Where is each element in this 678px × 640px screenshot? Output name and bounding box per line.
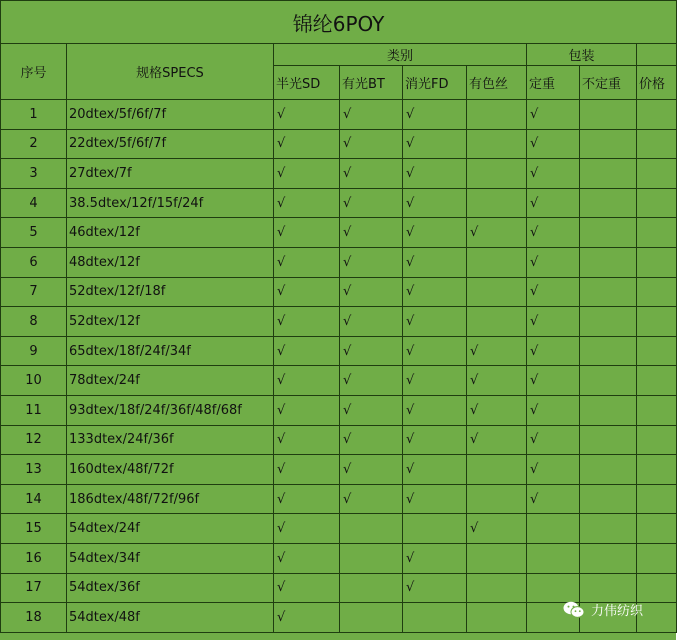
row-non-fixed-weight — [580, 425, 637, 455]
row-full-dull: √ — [403, 307, 467, 337]
row-number: 13 — [1, 455, 67, 485]
row-full-dull: √ — [403, 366, 467, 396]
table-row — [1, 366, 677, 396]
row-number: 16 — [1, 543, 67, 573]
row-fixed-weight — [527, 573, 580, 603]
row-fixed-weight: √ — [527, 455, 580, 485]
row-spec: 54dtex/36f — [67, 573, 274, 603]
row-bright: √ — [340, 425, 403, 455]
wechat-icon — [563, 601, 585, 619]
row-bright — [340, 603, 403, 633]
row-number: 18 — [1, 603, 67, 633]
row-full-dull: √ — [403, 247, 467, 277]
header-bright: 有光BT — [340, 66, 403, 100]
row-dope-dyed — [467, 129, 527, 159]
row-bright: √ — [340, 336, 403, 366]
table-row — [1, 159, 677, 189]
row-full-dull: √ — [403, 159, 467, 189]
row-full-dull: √ — [403, 573, 467, 603]
table-row — [1, 573, 677, 603]
row-full-dull: √ — [403, 455, 467, 485]
row-spec: 20dtex/5f/6f/7f — [67, 100, 274, 130]
row-non-fixed-weight — [580, 336, 637, 366]
row-number: 8 — [1, 307, 67, 337]
row-dope-dyed: √ — [467, 366, 527, 396]
row-spec: 54dtex/24f — [67, 514, 274, 544]
table-row — [1, 395, 677, 425]
row-dope-dyed: √ — [467, 218, 527, 248]
row-fixed-weight: √ — [527, 336, 580, 366]
row-semi-dull: √ — [274, 247, 340, 277]
row-semi-dull: √ — [274, 573, 340, 603]
row-dope-dyed — [467, 455, 527, 485]
header-no: 序号 — [1, 44, 67, 100]
row-full-dull: √ — [403, 100, 467, 130]
row-bright: √ — [340, 307, 403, 337]
row-spec: 133dtex/24f/36f — [67, 425, 274, 455]
row-non-fixed-weight — [580, 484, 637, 514]
row-dope-dyed — [467, 543, 527, 573]
row-fixed-weight: √ — [527, 277, 580, 307]
row-semi-dull: √ — [274, 543, 340, 573]
row-semi-dull: √ — [274, 336, 340, 366]
row-non-fixed-weight — [580, 247, 637, 277]
row-spec: 52dtex/12f/18f — [67, 277, 274, 307]
row-dope-dyed: √ — [467, 336, 527, 366]
row-number: 12 — [1, 425, 67, 455]
row-non-fixed-weight — [580, 218, 637, 248]
header-fixed-weight: 定重 — [527, 66, 580, 100]
row-semi-dull: √ — [274, 277, 340, 307]
header-semi-dull: 半光SD — [274, 66, 340, 100]
row-dope-dyed — [467, 159, 527, 189]
row-dope-dyed — [467, 307, 527, 337]
table-row — [1, 247, 677, 277]
row-number: 15 — [1, 514, 67, 544]
row-fixed-weight — [527, 543, 580, 573]
row-price — [637, 218, 677, 248]
row-spec: 48dtex/12f — [67, 247, 274, 277]
row-price — [637, 573, 677, 603]
row-spec: 22dtex/5f/6f/7f — [67, 129, 274, 159]
row-price — [637, 159, 677, 189]
row-semi-dull: √ — [274, 218, 340, 248]
row-bright: √ — [340, 129, 403, 159]
row-price — [637, 188, 677, 218]
row-price — [637, 425, 677, 455]
row-semi-dull: √ — [274, 366, 340, 396]
row-full-dull — [403, 603, 467, 633]
row-price — [637, 514, 677, 544]
row-non-fixed-weight — [580, 573, 637, 603]
row-dope-dyed — [467, 100, 527, 130]
row-non-fixed-weight — [580, 395, 637, 425]
row-bright: √ — [340, 188, 403, 218]
row-full-dull: √ — [403, 336, 467, 366]
header-dope-dyed: 有色丝 — [467, 66, 527, 100]
row-semi-dull: √ — [274, 514, 340, 544]
header-spec: 规格SPECS — [67, 44, 274, 100]
row-fixed-weight: √ — [527, 484, 580, 514]
row-full-dull: √ — [403, 188, 467, 218]
row-semi-dull: √ — [274, 425, 340, 455]
row-full-dull: √ — [403, 218, 467, 248]
table-row — [1, 425, 677, 455]
row-number: 6 — [1, 247, 67, 277]
row-bright: √ — [340, 366, 403, 396]
row-non-fixed-weight — [580, 100, 637, 130]
row-bright: √ — [340, 277, 403, 307]
row-full-dull: √ — [403, 543, 467, 573]
row-spec: 46dtex/12f — [67, 218, 274, 248]
table-row — [1, 129, 677, 159]
row-price — [637, 395, 677, 425]
row-price — [637, 336, 677, 366]
row-fixed-weight: √ — [527, 218, 580, 248]
row-full-dull: √ — [403, 484, 467, 514]
row-non-fixed-weight — [580, 543, 637, 573]
row-non-fixed-weight — [580, 366, 637, 396]
row-bright: √ — [340, 247, 403, 277]
row-price — [637, 484, 677, 514]
row-semi-dull: √ — [274, 159, 340, 189]
table-row — [1, 484, 677, 514]
row-full-dull: √ — [403, 129, 467, 159]
row-bright: √ — [340, 159, 403, 189]
row-fixed-weight: √ — [527, 247, 580, 277]
row-dope-dyed: √ — [467, 395, 527, 425]
header-price: 价格 — [637, 66, 677, 100]
row-semi-dull: √ — [274, 129, 340, 159]
row-spec: 27dtex/7f — [67, 159, 274, 189]
header-category: 类别 — [274, 44, 527, 66]
row-spec: 93dtex/18f/24f/36f/48f/68f — [67, 395, 274, 425]
row-fixed-weight: √ — [527, 129, 580, 159]
row-spec: 78dtex/24f — [67, 366, 274, 396]
row-bright — [340, 543, 403, 573]
header-non-fixed-weight: 不定重 — [580, 66, 637, 100]
row-bright: √ — [340, 484, 403, 514]
row-spec: 54dtex/48f — [67, 603, 274, 633]
row-non-fixed-weight — [580, 277, 637, 307]
table-row — [1, 336, 677, 366]
row-full-dull: √ — [403, 277, 467, 307]
row-full-dull — [403, 514, 467, 544]
row-price — [637, 100, 677, 130]
row-bright: √ — [340, 395, 403, 425]
row-number: 9 — [1, 336, 67, 366]
row-fixed-weight: √ — [527, 307, 580, 337]
row-non-fixed-weight — [580, 307, 637, 337]
row-number: 7 — [1, 277, 67, 307]
row-price — [637, 543, 677, 573]
table-row — [1, 218, 677, 248]
row-bright: √ — [340, 455, 403, 485]
row-spec: 54dtex/34f — [67, 543, 274, 573]
row-price — [637, 455, 677, 485]
row-fixed-weight: √ — [527, 366, 580, 396]
row-full-dull: √ — [403, 425, 467, 455]
table-row — [1, 277, 677, 307]
row-price — [637, 247, 677, 277]
table-row — [1, 455, 677, 485]
row-price — [637, 129, 677, 159]
row-number: 2 — [1, 129, 67, 159]
table-row — [1, 307, 677, 337]
row-number: 1 — [1, 100, 67, 130]
row-fixed-weight: √ — [527, 188, 580, 218]
row-spec: 38.5dtex/12f/15f/24f — [67, 188, 274, 218]
row-spec: 65dtex/18f/24f/34f — [67, 336, 274, 366]
row-number: 10 — [1, 366, 67, 396]
row-semi-dull: √ — [274, 188, 340, 218]
row-non-fixed-weight — [580, 514, 637, 544]
row-number: 17 — [1, 573, 67, 603]
row-dope-dyed: √ — [467, 425, 527, 455]
row-price — [637, 366, 677, 396]
watermark — [563, 600, 643, 619]
row-fixed-weight: √ — [527, 159, 580, 189]
row-spec: 186dtex/48f/72f/96f — [67, 484, 274, 514]
row-semi-dull: √ — [274, 603, 340, 633]
row-bright — [340, 573, 403, 603]
row-bright: √ — [340, 100, 403, 130]
row-fixed-weight: √ — [527, 425, 580, 455]
row-semi-dull: √ — [274, 307, 340, 337]
row-dope-dyed — [467, 247, 527, 277]
row-dope-dyed — [467, 573, 527, 603]
row-number: 4 — [1, 188, 67, 218]
table-row — [1, 543, 677, 573]
row-dope-dyed: √ — [467, 514, 527, 544]
header-blank — [637, 44, 677, 66]
row-price — [637, 307, 677, 337]
row-semi-dull: √ — [274, 395, 340, 425]
row-spec: 160dtex/48f/72f — [67, 455, 274, 485]
row-semi-dull: √ — [274, 484, 340, 514]
table-title: 锦纶6POY — [1, 1, 677, 44]
row-bright — [340, 514, 403, 544]
header-full-dull: 消光FD — [403, 66, 467, 100]
watermark-text: 力伟纺织 — [591, 604, 644, 619]
row-fixed-weight — [527, 514, 580, 544]
row-non-fixed-weight — [580, 129, 637, 159]
row-semi-dull: √ — [274, 100, 340, 130]
table-body — [1, 100, 677, 633]
row-full-dull: √ — [403, 395, 467, 425]
row-non-fixed-weight — [580, 455, 637, 485]
row-number: 14 — [1, 484, 67, 514]
row-number: 3 — [1, 159, 67, 189]
row-dope-dyed — [467, 603, 527, 633]
row-dope-dyed — [467, 277, 527, 307]
row-fixed-weight: √ — [527, 395, 580, 425]
table-row — [1, 100, 677, 130]
row-price — [637, 277, 677, 307]
header-packing: 包装 — [527, 44, 637, 66]
row-fixed-weight: √ — [527, 100, 580, 130]
table-row — [1, 514, 677, 544]
row-bright: √ — [340, 218, 403, 248]
row-spec: 52dtex/12f — [67, 307, 274, 337]
row-number: 11 — [1, 395, 67, 425]
row-non-fixed-weight — [580, 159, 637, 189]
row-dope-dyed — [467, 188, 527, 218]
row-dope-dyed — [467, 484, 527, 514]
row-non-fixed-weight — [580, 188, 637, 218]
row-semi-dull: √ — [274, 455, 340, 485]
row-number: 5 — [1, 218, 67, 248]
table-row — [1, 188, 677, 218]
